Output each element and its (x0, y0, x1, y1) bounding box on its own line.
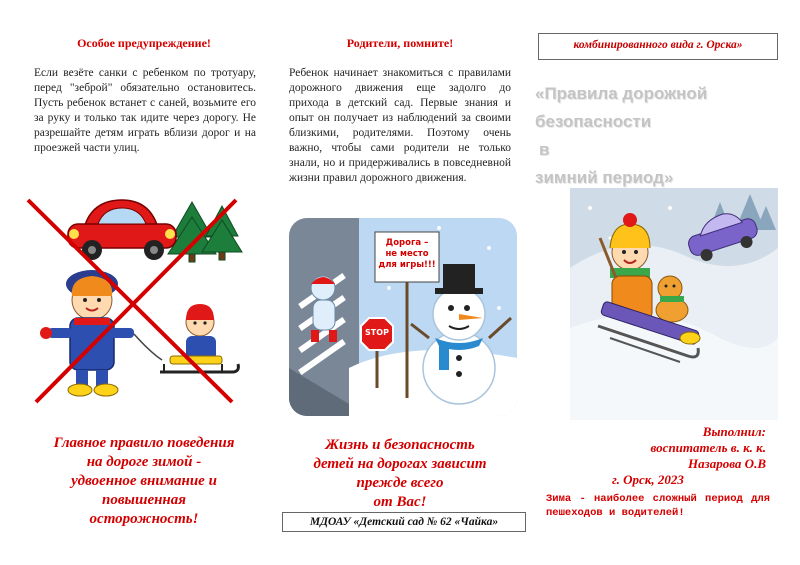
slogan-line: удвоенное внимание и (71, 473, 217, 489)
author-line: Выполнил: (702, 424, 766, 439)
snowman-illustration (289, 218, 517, 416)
slogan-line: на дороге зимой - (86, 454, 202, 470)
crossed-sled-illustration (22, 192, 250, 408)
warning-heading: Особое предупреждение! (77, 36, 211, 50)
slogan-line: повышенная (102, 492, 186, 508)
author-line: воспитатель в. к. к. (650, 440, 766, 455)
middle-slogan (280, 436, 520, 512)
slogan-line: детей на дорогах зависит (313, 456, 487, 472)
title-line: «Правила дорожной безопасности (535, 84, 708, 131)
title-line: зимний период» (535, 168, 674, 187)
slogan-line: Главное правило поведения (53, 435, 235, 451)
parents-heading: Родители, помните! (346, 36, 454, 50)
author-line: Назарова О.В (688, 456, 766, 471)
warning-text: Если везёте санки с ребенком по тротуару, перед "зеброй" обязательно остановитесь. Пусть ребенок встанет с саней, возьмите его за руку и только так идите через дорогу. Не разрешайте детям играть вблизи дорог и на проезжей части улиц. (34, 67, 256, 154)
slogan-line: Жизнь и безопасность (325, 437, 475, 453)
slogan-line: осторожность! (89, 511, 199, 527)
sign-line: не место (385, 249, 429, 259)
author-block (540, 424, 766, 488)
slogan-line: прежде всего (356, 475, 444, 491)
left-slogan (22, 434, 266, 529)
title-line: в (539, 140, 550, 159)
kindergarten-name-box: МДОАУ «Детский сад № 62 «Чайка» (282, 512, 526, 532)
child-sledding-illustration (570, 188, 778, 420)
kindergarten-type-box: комбинированного вида г. Орска» (538, 33, 778, 60)
author-line: г. Орск, 2023 (612, 472, 684, 487)
stop-sign-label: STOP (365, 328, 389, 337)
sign-line: для игры!!! (378, 260, 436, 270)
road-sign-text (375, 238, 439, 271)
brochure-title (535, 80, 790, 192)
winter-danger-note: Зима - наиболее сложный период для пешеходов и водителей! (546, 493, 770, 519)
slogan-line: от Вас! (373, 494, 427, 510)
sign-line: Дорога – (385, 238, 429, 248)
parents-text: Ребенок начинает знакомиться с правилами дорожного движения еще задолго до прихода в детский сад. Первые знания и опыт он получает из наблюдений за своими близкими, родителями. Поэтому очень важно, чтобы сами родители не только знали, но и придерживались в повседневной жизни правил дорожного движения. (289, 67, 511, 184)
